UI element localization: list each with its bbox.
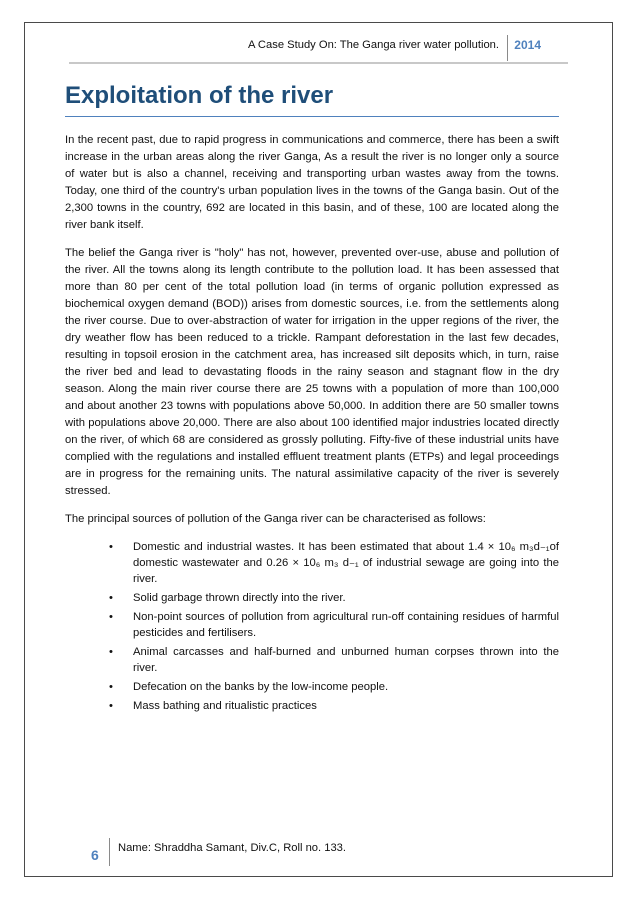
list-item-text: Mass bathing and ritualistic practices [133, 700, 317, 712]
header-year: 2014 [514, 38, 541, 52]
bullet-icon: • [109, 611, 113, 623]
list-item-text: Animal carcasses and half-burned and unburned human corpses thrown into the river. [133, 646, 559, 674]
list-item [109, 609, 559, 641]
paragraph-pollution-load: The belief the Ganga river is "holy" has not, however, prevented over-use, abuse and pollution of the river. All the towns along its length contribute to the pollution load. It has been assessed that more than 80 per cent of the total pollution load (in terms of organic pollution expressed as biochemical oxygen demand (BOD)) arises from domestic sources, i.e. from the settlements along the river course. Due to over-abstraction of water for irrigation in the upper regions of the river, the dry weather flow has been reduced to a trickle. Rampant deforestation in the last few decades, resulting in topsoil erosion in the catchment area, has increased silt deposits which, in turn, raise the river bed and lead to devastating floods in the rainy season and stagnant flow in the dry season. Along the main river course there are 25 towns with a population of more than 100,000 and about another 23 towns with populations above 50,000. In addition there are 50 smaller towns with populations above 20,000. There are also about 100 identified major industries located directly on the river, of which 68 are considered as grossly polluting. Fifty-five of these industrial units have complied with the regulations and installed effluent treatment plants (ETPs) and legal proceedings are in progress for the remaining units. The natural assimilative capacity of the river is severely stressed. [65, 247, 559, 497]
page-header [25, 33, 612, 63]
title-rule [65, 116, 559, 117]
header-title: A Case Study On: The Ganga river water pollution. [247, 39, 499, 51]
header-divider [507, 35, 508, 61]
bullet-icon: • [109, 681, 113, 693]
list-item-text: Non-point sources of pollution from agricultural run-off containing residues of harmful pesticides and fertilisers. [133, 611, 559, 639]
page-number: 6 [91, 847, 99, 863]
bullet-icon: • [109, 541, 113, 553]
list-item [109, 679, 559, 695]
pollution-sources-list [65, 539, 559, 714]
list-item [109, 539, 559, 587]
page-content [65, 81, 559, 717]
list-item [109, 590, 559, 606]
header-rule [69, 62, 568, 64]
bullet-icon: • [109, 646, 113, 658]
list-item-text: Solid garbage thrown directly into the river. [133, 592, 346, 604]
list-item-text: Domestic and industrial wastes. It has been estimated that about 1.4 × 10₆ m₃d₋₁of domestic wastewater and 0.26 × 10₆ m₃ d₋₁ of industrial sewage are going into the river. [133, 541, 559, 585]
footer-divider [109, 838, 110, 866]
page-footer [25, 838, 612, 876]
list-item-text: Defecation on the banks by the low-income people. [133, 681, 389, 693]
document-page [24, 22, 613, 877]
list-item [109, 644, 559, 676]
paragraph-urban-growth: In the recent past, due to rapid progress in communications and commerce, there has been a swift increase in the urban areas along the river Ganga, As a result the river is no longer only a source of water but is also a channel, receiving and transporting urban wastes away from the towns. Today, one third of the country's urban population lives in the towns of the Ganga basin. Out of the 2,300 towns in the country, 692 are located in this basin, and of these, 100 are located along the river bank itself. [65, 134, 559, 231]
list-item [109, 698, 559, 714]
footer-author: Name: Shraddha Samant, Div.C, Roll no. 133. [118, 842, 347, 854]
section-title: Exploitation of the river [65, 82, 334, 109]
bullet-icon: • [109, 700, 113, 712]
paragraph-sources-intro: The principal sources of pollution of the Ganga river can be characterised as follows: [65, 513, 486, 525]
bullet-icon: • [109, 592, 113, 604]
